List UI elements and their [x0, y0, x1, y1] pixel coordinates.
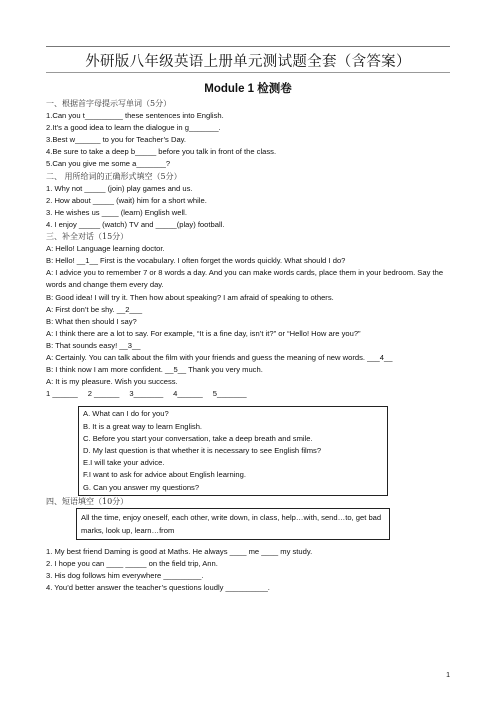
dialogue-line: B: What then should I say? — [46, 316, 137, 326]
sec1-item: 2.It’s a good idea to learn the dialogue in g_______. — [46, 123, 221, 133]
phrase-box — [76, 508, 390, 540]
dialogue-line: A: Certainly. You can talk about the film with your friends and guess the meaning of new words. ___4__ — [46, 352, 393, 362]
section-2-heading: 二、 用所给词的正确形式填空（5分） — [46, 171, 182, 181]
sec1-item: 4.Be sure to take a deep b_____ before you talk in front of the class. — [46, 147, 277, 157]
option-item: E.I will take your advice. — [83, 458, 165, 468]
sec1-item: 5.Can you give me some a_______? — [46, 159, 171, 169]
option-item: D. My last question is that whether it is necessary to see English films? — [83, 445, 322, 455]
sec4-item: 1. My best friend Daming is good at Maths. He always ____ me ____ my study. — [46, 546, 313, 556]
answer-blank: 4______ — [173, 389, 203, 399]
sec2-item: 1. Why not _____ (join) play games and us. — [46, 183, 193, 193]
sec1-item: 3.Best w______ to you for Teacher’s Day. — [46, 135, 187, 145]
dialogue-line: B: That sounds easy! __3__ — [46, 340, 141, 350]
dialogue-line: A: I advice you to remember 7 or 8 words a day. And you can make words cards, place them in your bedroom. Say the words and change them every day. — [46, 268, 444, 290]
dialogue-line: B: Hello! __1__ First is the vocabulary. I often forget the words quickly. What should I do? — [46, 256, 346, 266]
dialogue-line: A: Hello! Language learning doctor. — [46, 244, 165, 254]
option-item: G. Can you answer my questions? — [83, 482, 200, 492]
header-rule — [46, 46, 450, 47]
title-underline — [46, 72, 450, 73]
option-item: B. It is a great way to learn English. — [83, 421, 203, 431]
phrase-list: All the time, enjoy oneself, each other, write down, in class, help…with, send…to, get bad marks, look up, learn…from — [81, 512, 382, 535]
answer-blank: 1 ______ — [46, 389, 78, 399]
section-1-heading: 一、根据首字母提示写单词（5分） — [46, 99, 172, 108]
sec2-item: 4. I enjoy _____ (watch) TV and _____(play) football. — [46, 219, 225, 229]
option-item: A. What can I do for you? — [83, 409, 169, 419]
dialogue-line: B: Good idea! I will try it. Then how about speaking? I am afraid of speaking to others. — [46, 292, 334, 302]
sec4-item: 2. I hope you can ____ _____ on the field trip, Ann. — [46, 558, 218, 568]
document-title: 外研版八年级英语上册单元测试题全套（含答案） — [85, 54, 411, 70]
document-body — [46, 98, 452, 594]
option-item: C. Before you start your conversation, take a deep breath and smile. — [83, 433, 313, 443]
sec2-item: 3. He wishes us ____ (learn) English well. — [46, 207, 187, 217]
section-3-heading: 三、补全对话（15分） — [46, 232, 129, 242]
sec2-item: 2. How about _____ (wait) him for a short while. — [46, 195, 207, 205]
dialogue-line: A: I think there are a lot to say. For example, “It is a fine day, isn’t it?” or “Hello! How are you?” — [46, 328, 361, 338]
dialogue-line: A: First don’t be shy. __2___ — [46, 304, 143, 314]
options-box — [78, 406, 388, 495]
option-item: F.I want to ask for advice about English learning. — [83, 470, 246, 480]
section-4-heading: 四、短语填空（10分） — [46, 496, 129, 506]
dialogue-line: B: I think now I am more confident. __5__ Thank you very much. — [46, 365, 263, 375]
dialogue-line: A: It is my pleasure. Wish you success. — [46, 377, 178, 387]
module-title: Module 1 检测卷 — [204, 83, 292, 95]
sec4-item: 3. His dog follows him everywhere _________. — [46, 571, 204, 581]
sec1-item: 1.Can you t_________ these sentences into English. — [46, 111, 224, 121]
sec4-item: 4. You’d better answer the teacher’s questions loudly __________. — [46, 583, 270, 593]
page-number: 1 — [446, 672, 450, 679]
answer-blanks — [46, 388, 452, 400]
answer-blank: 5_______ — [212, 389, 247, 399]
answer-blank: 2 ______ — [87, 389, 120, 399]
answer-blank: 3_______ — [129, 389, 164, 399]
